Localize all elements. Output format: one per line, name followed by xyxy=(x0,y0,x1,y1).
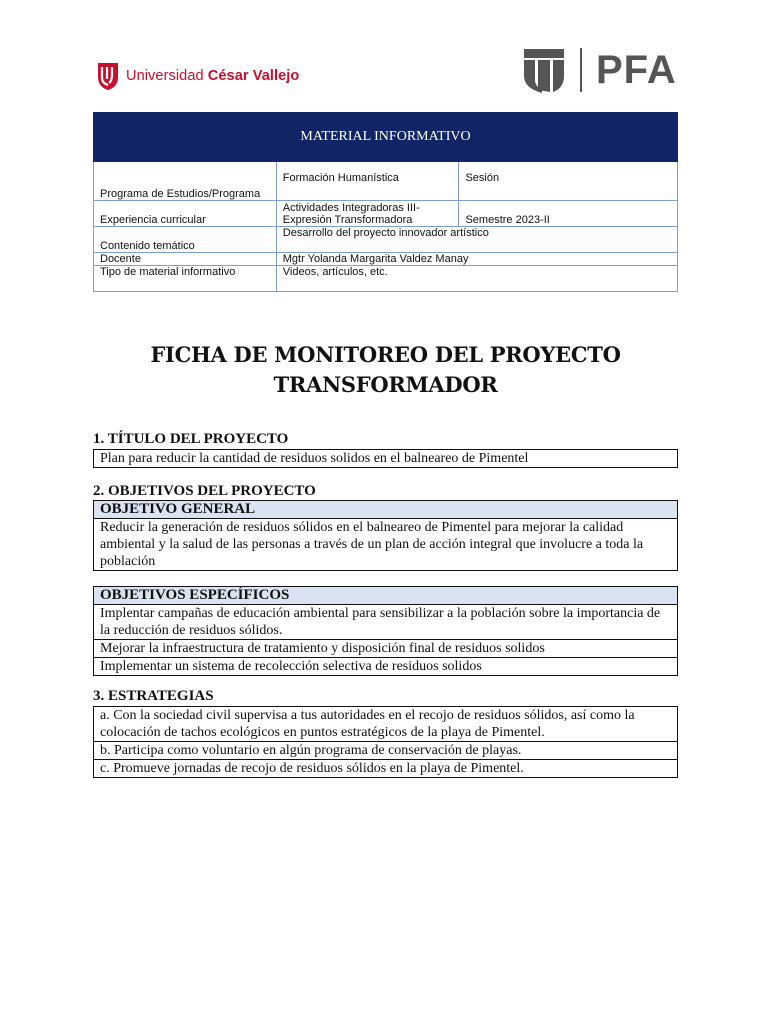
document-title-line1: FICHA DE MONITOREO DEL PROYECTO xyxy=(150,342,621,367)
objetivo-general-heading: OBJETIVO GENERAL xyxy=(94,501,678,519)
info-value: Formación Humanística xyxy=(276,162,459,201)
info-value: Actividades Integradoras III- Expresión Transformadora xyxy=(276,201,459,227)
info-label: Docente xyxy=(94,253,277,266)
pfa-logo xyxy=(522,46,677,94)
info-row-programa xyxy=(94,162,678,201)
info-table xyxy=(93,112,678,292)
info-label: Contenido temático xyxy=(94,227,277,253)
ucv-shield-icon xyxy=(96,61,120,91)
objetivo-especifico-item: Implementar un sistema de recolección selectiva de residuos solidos xyxy=(94,658,678,676)
objetivo-especifico-item: Implentar campañas de educación ambiental para sensibilizar a la población sobre la importancia de la reducción de residuos sólidos. xyxy=(94,605,678,640)
university-name-bold: César Vallejo xyxy=(207,68,300,84)
info-label: Experiencia curricular xyxy=(94,201,277,227)
objetivo-general-text: Reducir la generación de residuos sólidos en el balneareo de Pimentel para mejorar la calidad ambiental y la salud de las personas a través de un plan de acción integral que involucre a toda la población xyxy=(94,519,678,571)
pfa-shield-icon xyxy=(522,46,566,94)
objetivos-especificos-heading: OBJETIVOS ESPECÍFICOS xyxy=(94,587,678,605)
info-extra: Semestre 2023-II xyxy=(459,201,678,227)
objetivos-especificos-box xyxy=(93,586,678,676)
section1-heading: 1. TÍTULO DEL PROYECTO xyxy=(93,431,289,447)
info-row-contenido xyxy=(94,227,678,253)
section2-heading: 2. OBJETIVOS DEL PROYECTO xyxy=(93,483,316,499)
info-extra: Sesión xyxy=(459,162,678,201)
ucv-logo xyxy=(96,61,299,91)
info-table-header-row xyxy=(94,113,678,162)
info-table-heading: MATERIAL INFORMATIVO xyxy=(94,113,678,162)
estrategia-item: c. Promueve jornadas de recojo de residuos sólidos en la playa de Pimentel. xyxy=(94,760,678,778)
info-label: Programa de Estudios/Programa xyxy=(94,162,277,201)
estrategias-box xyxy=(93,706,678,778)
document-title xyxy=(93,340,678,400)
objetivo-general-box xyxy=(93,500,678,571)
university-name-regular: Universidad xyxy=(126,68,208,84)
estrategia-item: b. Participa como voluntario en algún programa de conservación de playas. xyxy=(94,742,678,760)
pfa-text: PFA xyxy=(596,48,677,92)
objetivo-especifico-item: Mejorar la infraestructura de tratamiento y disposición final de residuos solidos xyxy=(94,640,678,658)
info-value: Mgtr Yolanda Margarita Valdez Manay xyxy=(276,253,677,266)
pfa-separator xyxy=(580,48,582,92)
document-title-line2: TRANSFORMADOR xyxy=(273,372,498,397)
project-title-text: Plan para reducir la cantidad de residuos solidos en el balneareo de Pimentel xyxy=(94,450,678,468)
info-row-docente xyxy=(94,253,678,266)
section3-heading: 3. ESTRATEGIAS xyxy=(93,688,214,704)
info-row-tipo xyxy=(94,266,678,292)
university-name xyxy=(126,68,299,84)
info-value: Videos, artículos, etc. xyxy=(276,266,677,292)
section1-box xyxy=(93,449,678,468)
estrategia-item: a. Con la sociedad civil supervisa a tus autoridades en el recojo de residuos sólidos, así como la colocación de tachos ecológicos en puntos estratégicos de la playa de Pimentel. xyxy=(94,707,678,742)
info-label: Tipo de material informativo xyxy=(94,266,277,292)
info-value: Desarrollo del proyecto innovador artístico xyxy=(276,227,677,253)
info-row-experiencia xyxy=(94,201,678,227)
